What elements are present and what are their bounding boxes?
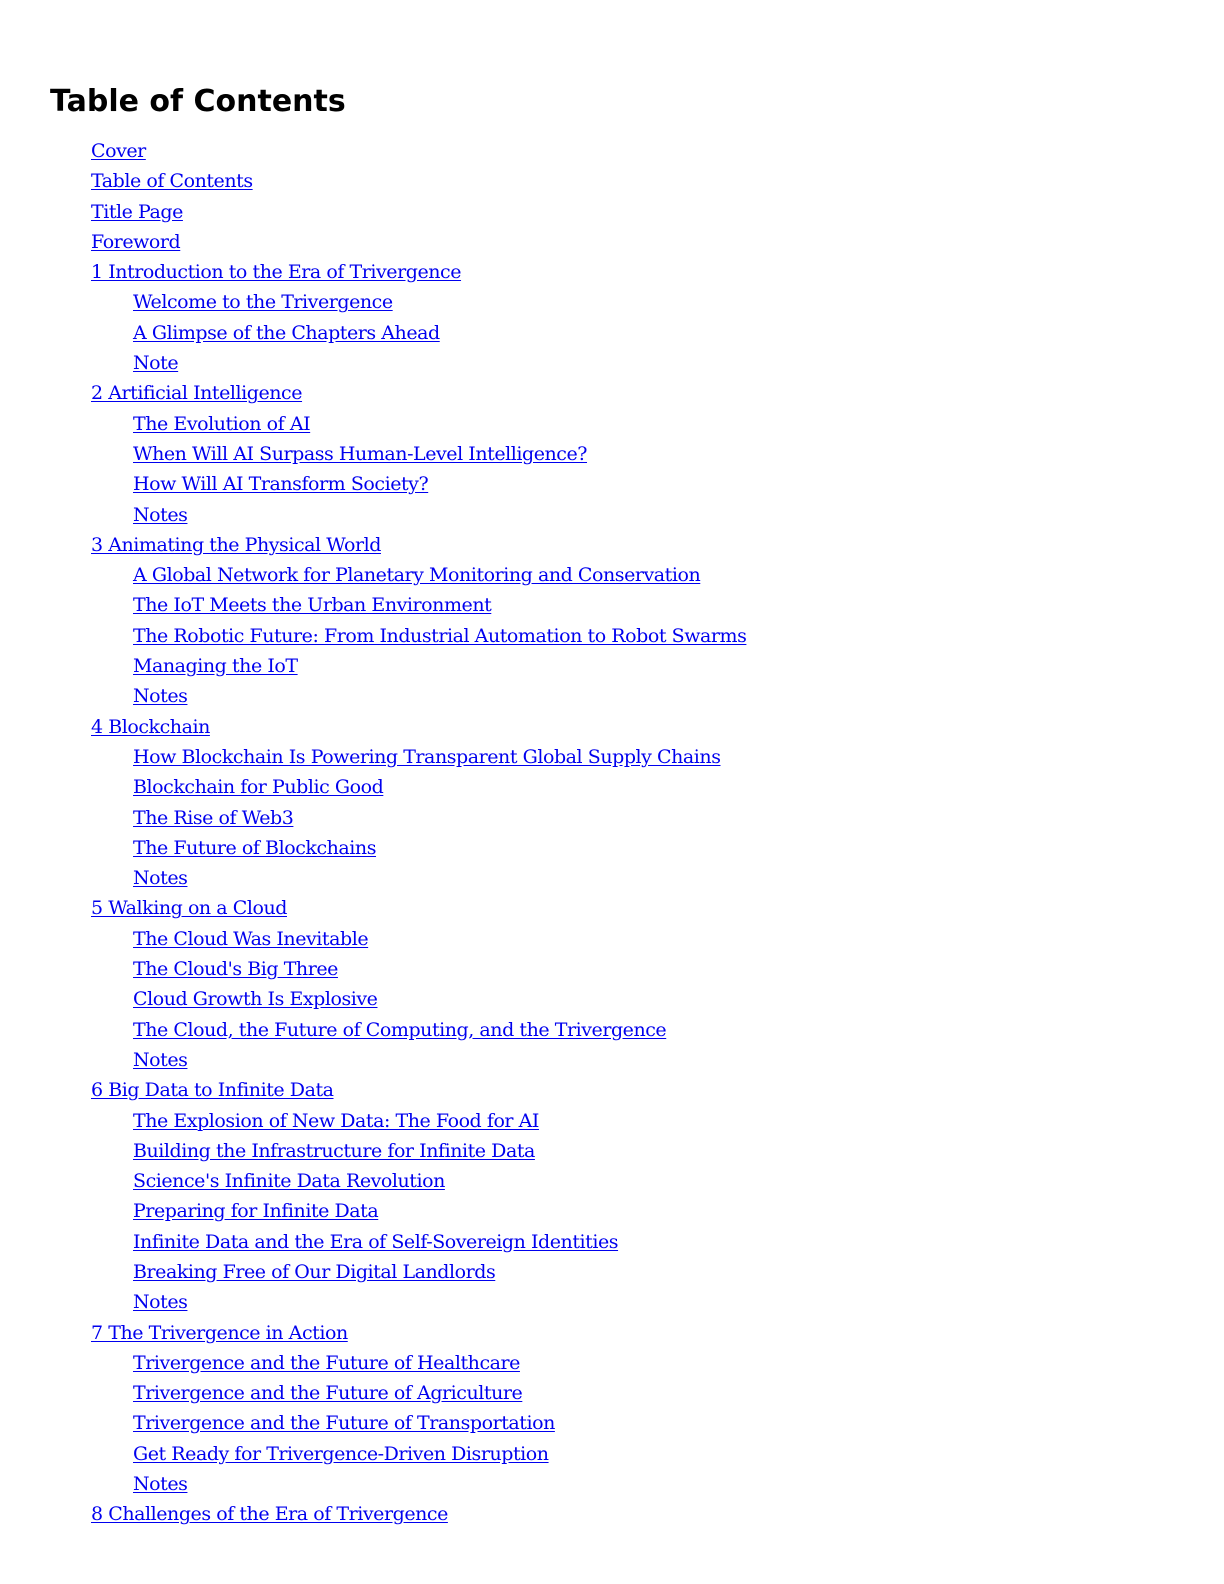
toc-section-link[interactable]: The Evolution of AI [133, 412, 311, 435]
toc-section-item [0, 1196, 1224, 1226]
toc-section-link[interactable]: The Explosion of New Data: The Food for AI [133, 1109, 539, 1132]
toc-section-item [0, 409, 1224, 439]
page-title: Table of Contents [50, 84, 346, 119]
toc-section-link[interactable]: The Future of Blockchains [133, 836, 377, 859]
toc-section-link[interactable]: Welcome to the Trivergence [133, 291, 393, 314]
toc-chapter-link[interactable]: 8 Challenges of the Era of Trivergence [91, 1503, 448, 1526]
toc-section-item [0, 742, 1224, 772]
toc-chapter-link[interactable]: 7 The Trivergence in Action [91, 1321, 348, 1344]
toc-chapter-link[interactable]: 1 Introduction to the Era of Trivergence [91, 261, 462, 284]
toc-section-item [0, 1136, 1224, 1166]
toc-section-item [0, 1166, 1224, 1196]
toc-section-item [0, 651, 1224, 681]
toc-section-link[interactable]: Science's Infinite Data Revolution [133, 1170, 445, 1193]
toc-section-item [0, 924, 1224, 954]
toc-chapter-link[interactable]: 2 Artificial Intelligence [91, 382, 303, 405]
toc-section-item [0, 803, 1224, 833]
toc-chapter-item [0, 166, 1224, 196]
toc-chapter-item [0, 136, 1224, 166]
toc-section-link[interactable]: Notes [133, 503, 188, 526]
toc-chapter-link[interactable]: Title Page [91, 200, 183, 223]
toc-section-item [0, 1257, 1224, 1287]
toc-chapter-item [0, 1318, 1224, 1348]
toc-section-item [0, 1227, 1224, 1257]
toc-section-link[interactable]: Get Ready for Trivergence-Driven Disruption [133, 1442, 549, 1465]
toc-section-link[interactable]: Notes [133, 1473, 188, 1496]
toc-section-item [0, 1348, 1224, 1378]
toc-section-link[interactable]: When Will AI Surpass Human-Level Intelligence? [133, 442, 588, 465]
toc-section-link[interactable]: Blockchain for Public Good [133, 776, 384, 799]
toc-section-item [0, 287, 1224, 317]
toc-section-item [0, 500, 1224, 530]
toc-section-link[interactable]: Breaking Free of Our Digital Landlords [133, 1260, 496, 1283]
toc-section-link[interactable]: Building the Infrastructure for Infinite Data [133, 1139, 535, 1162]
toc-section-link[interactable]: A Glimpse of the Chapters Ahead [133, 321, 440, 344]
toc-section-link[interactable]: The Cloud Was Inevitable [133, 927, 369, 950]
toc-chapter-link[interactable]: 3 Animating the Physical World [91, 533, 381, 556]
toc-section-item [0, 833, 1224, 863]
toc-section-item [0, 1469, 1224, 1499]
toc-section-item [0, 772, 1224, 802]
toc-section-link[interactable]: The IoT Meets the Urban Environment [133, 594, 492, 617]
toc-section-link[interactable]: The Rise of Web3 [133, 806, 294, 829]
toc-section-item [0, 621, 1224, 651]
toc-section-link[interactable]: Preparing for Infinite Data [133, 1200, 379, 1223]
toc-chapter-link[interactable]: 4 Blockchain [91, 715, 210, 738]
toc-chapter-link[interactable]: Cover [91, 140, 146, 162]
toc-chapter-link[interactable]: 5 Walking on a Cloud [91, 897, 287, 920]
toc-section-item [0, 1106, 1224, 1136]
toc-chapter-item [0, 227, 1224, 257]
toc-section-item [0, 590, 1224, 620]
toc-section-link[interactable]: How Blockchain Is Powering Transparent Global Supply Chains [133, 745, 721, 768]
toc-chapter-link[interactable]: 6 Big Data to Infinite Data [91, 1079, 334, 1102]
toc-section-link[interactable]: The Robotic Future: From Industrial Automation to Robot Swarms [133, 624, 747, 647]
toc-section-link[interactable]: Note [133, 352, 179, 375]
toc-chapter-item [0, 712, 1224, 742]
toc-section-link[interactable]: Notes [133, 685, 188, 708]
table-of-contents [0, 136, 1224, 1530]
toc-chapter-item [0, 257, 1224, 287]
toc-chapter-item [0, 893, 1224, 923]
toc-section-item [0, 984, 1224, 1014]
toc-section-item [0, 439, 1224, 469]
toc-section-item [0, 954, 1224, 984]
toc-chapter-item [0, 1499, 1224, 1529]
toc-chapter-item [0, 197, 1224, 227]
toc-section-item [0, 863, 1224, 893]
toc-section-item [0, 348, 1224, 378]
toc-section-item [0, 1287, 1224, 1317]
toc-section-item [0, 1015, 1224, 1045]
toc-section-link[interactable]: The Cloud, the Future of Computing, and the Trivergence [133, 1018, 667, 1041]
toc-chapter-item [0, 378, 1224, 408]
toc-section-link[interactable]: Infinite Data and the Era of Self-Sovereign Identities [133, 1230, 619, 1253]
toc-section-item [0, 1045, 1224, 1075]
toc-section-link[interactable]: How Will AI Transform Society? [133, 473, 429, 496]
toc-chapter-link[interactable]: Table of Contents [91, 170, 253, 193]
toc-section-item [0, 681, 1224, 711]
toc-section-link[interactable]: Trivergence and the Future of Agriculture [133, 1382, 523, 1405]
toc-section-item [0, 1378, 1224, 1408]
toc-section-item [0, 560, 1224, 590]
toc-section-link[interactable]: Notes [133, 1048, 188, 1071]
toc-section-link[interactable]: Notes [133, 1291, 188, 1314]
toc-chapter-link[interactable]: Foreword [91, 230, 181, 253]
toc-section-link[interactable]: A Global Network for Planetary Monitoring and Conservation [133, 564, 701, 587]
toc-section-item [0, 1439, 1224, 1469]
toc-section-link[interactable]: Notes [133, 867, 188, 890]
toc-section-item [0, 318, 1224, 348]
toc-section-item [0, 1408, 1224, 1438]
toc-chapter-item [0, 530, 1224, 560]
toc-section-item [0, 469, 1224, 499]
toc-section-link[interactable]: Managing the IoT [133, 655, 298, 678]
toc-chapter-item [0, 1075, 1224, 1105]
toc-section-link[interactable]: Trivergence and the Future of Healthcare [133, 1351, 520, 1374]
toc-section-link[interactable]: Trivergence and the Future of Transportation [133, 1412, 555, 1435]
toc-section-link[interactable]: Cloud Growth Is Explosive [133, 988, 378, 1011]
toc-section-link[interactable]: The Cloud's Big Three [133, 958, 338, 981]
